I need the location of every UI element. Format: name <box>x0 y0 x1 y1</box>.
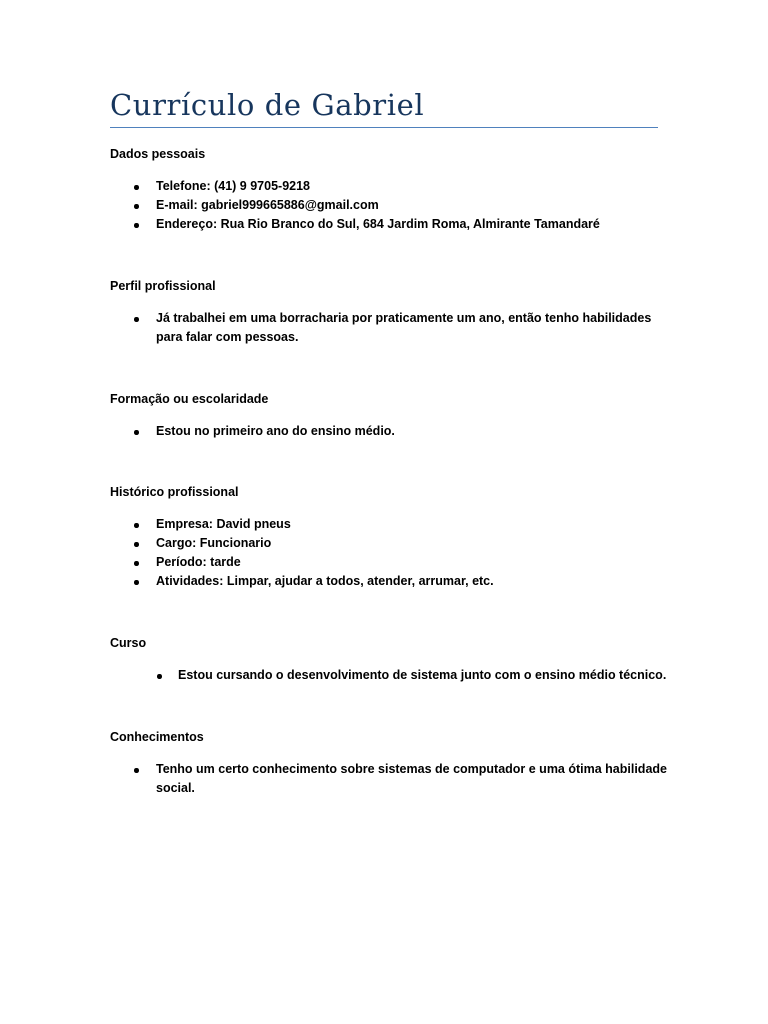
section-heading: Conhecimentos <box>110 730 204 744</box>
bullet-icon <box>157 674 162 679</box>
bullet-icon <box>134 185 139 190</box>
list-item <box>110 515 670 534</box>
list-item <box>110 196 670 215</box>
section-curso <box>110 634 670 685</box>
list-item-text: E-mail: gabriel999665886@gmail.com <box>156 198 379 212</box>
list-item <box>110 553 670 572</box>
bullet-icon <box>134 561 139 566</box>
bullet-list <box>110 515 670 591</box>
bullet-list <box>110 309 670 347</box>
list-item <box>110 309 670 347</box>
list-item <box>110 572 670 591</box>
list-item-text: Telefone: (41) 9 9705-9218 <box>156 179 311 193</box>
section-heading: Perfil profissional <box>110 279 216 293</box>
list-item-text: Endereço: Rua Rio Branco do Sul, 684 Jardim Roma, Almirante Tamandaré <box>156 217 600 231</box>
list-item <box>110 666 670 685</box>
section-perfil-profissional <box>110 277 670 347</box>
bullet-list <box>110 422 670 441</box>
list-item-text: Cargo: Funcionario <box>156 536 272 550</box>
list-item <box>110 215 670 234</box>
bullet-icon <box>134 223 139 228</box>
section-dados-pessoais <box>110 145 670 234</box>
bullet-list <box>110 177 670 234</box>
bullet-list <box>110 760 670 798</box>
list-item <box>110 177 670 196</box>
list-item <box>110 534 670 553</box>
list-item-text: Estou no primeiro ano do ensino médio. <box>156 424 395 438</box>
section-heading: Histórico profissional <box>110 485 239 499</box>
list-item <box>110 760 670 798</box>
bullet-icon <box>134 204 139 209</box>
section-heading: Formação ou escolaridade <box>110 392 269 406</box>
bullet-icon <box>134 580 139 585</box>
bullet-icon <box>134 523 139 528</box>
list-item-text: Período: tarde <box>156 555 241 569</box>
list-item-text: Estou cursando o desenvolvimento de sistema junto com o ensino médio técnico. <box>178 668 667 682</box>
list-item-text: Empresa: David pneus <box>156 517 291 531</box>
list-item-text: Já trabalhei em uma borracharia por praticamente um ano, então tenho habilidades para falar com pessoas. <box>156 311 652 344</box>
title-underline <box>110 127 658 128</box>
section-heading: Dados pessoais <box>110 147 206 161</box>
section-conhecimentos <box>110 728 670 798</box>
bullet-list <box>110 666 670 685</box>
bullet-icon <box>134 317 139 322</box>
bullet-icon <box>134 430 139 435</box>
bullet-icon <box>134 768 139 773</box>
section-formacao <box>110 390 670 441</box>
list-item <box>110 422 670 441</box>
bullet-icon <box>134 542 139 547</box>
section-heading: Curso <box>110 636 147 650</box>
page-title: Currículo de Gabriel <box>110 88 425 122</box>
list-item-text: Atividades: Limpar, ajudar a todos, atender, arrumar, etc. <box>156 574 494 588</box>
section-historico-profissional <box>110 483 670 591</box>
list-item-text: Tenho um certo conhecimento sobre sistemas de computador e uma ótima habilidade social. <box>156 762 667 795</box>
